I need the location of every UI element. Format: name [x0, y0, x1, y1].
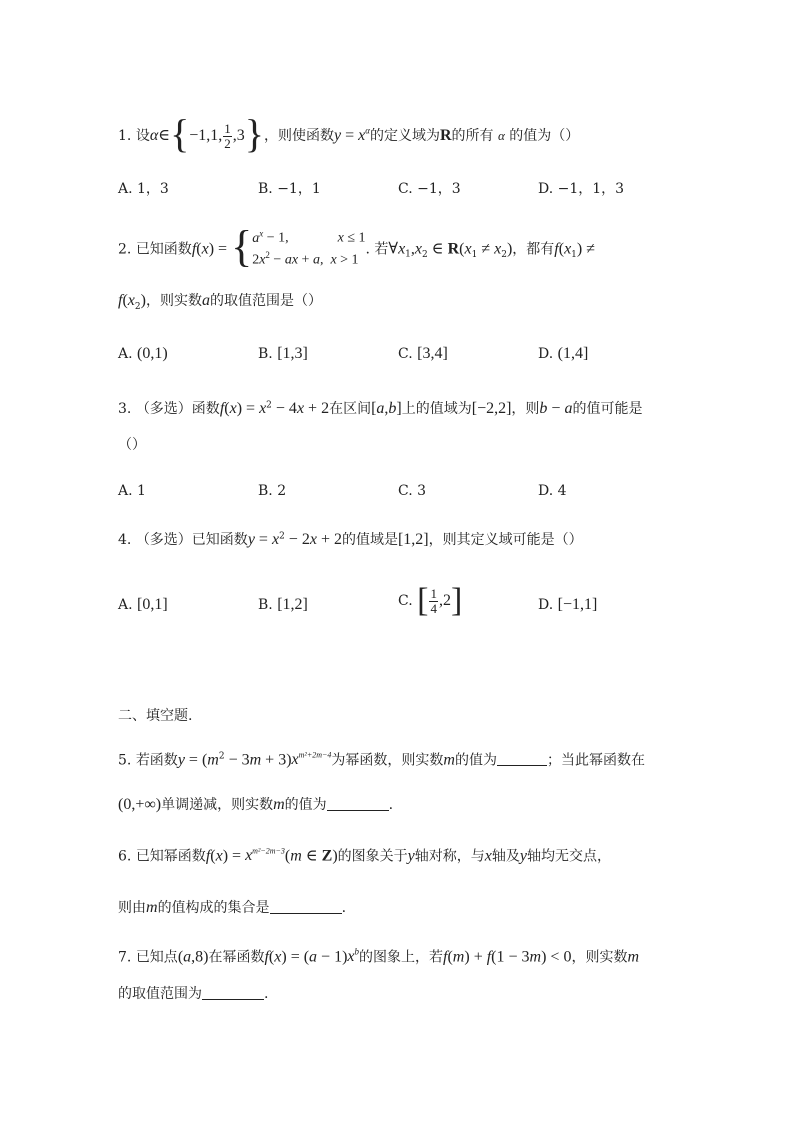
q4-option-b: B. [1,2]: [258, 596, 308, 613]
question-3: 3. （多选）函数$f(x) = x^2 - 4x + 2$在区间[a,b]上的值域为[−2,2]，则b − a的值可能是: [118, 400, 643, 417]
q4-option-a: A. [0,1]: [118, 596, 168, 613]
q1-option-d: D. −1，1，3: [538, 181, 625, 197]
question-1: 1. 设α∈{−1,1, $\frac{1}{2}$ ,3}，则使函数$y = x^\alpha$的定义域为R的所有 α 的值为（）: [118, 111, 580, 156]
q1-option-b: B. −1，1: [258, 181, 321, 197]
q3-option-b: B. 2: [258, 483, 287, 499]
q7-blank[interactable]: [202, 999, 264, 1000]
question-5-cont: (0,+∞)单调递减，则实数m的值为 .: [118, 796, 394, 813]
question-7-cont: 的取值范围为 .: [118, 986, 269, 1002]
question-5: 5. 若函数$y = (m^2 - 3m + 3)x^{m^2+2m-4}$为幂函数，则实数m的值为 ；当此幂函数在: [118, 751, 645, 769]
question-6-cont: 则由m的值构成的集合是 .: [118, 899, 347, 916]
question-7: 7. 已知点(a,8)在幂函数$f(x) = (a - 1)x^b$的图象上，若f(m) + f(1 − 3m) < 0，则实数m: [118, 947, 640, 966]
question-3-cont: （）: [118, 437, 146, 453]
q5-blank-2[interactable]: [327, 810, 389, 811]
q2-option-c: C. [3,4]: [398, 345, 448, 362]
q2-option-b: B. [1,3]: [258, 345, 308, 362]
q5-blank-1[interactable]: [497, 765, 547, 766]
question-2-cont: $f(x_2)$，则实数a的取值范围是（）: [118, 292, 322, 312]
q3-option-a: A. 1: [118, 483, 146, 499]
piecewise-function: $a^x - 1$, x ≤ 1 $2x^2$ − ax + a, x > 1: [252, 228, 366, 268]
q1-option-a: A. 1，3: [118, 181, 169, 197]
q4-option-d: D. [−1,1]: [538, 596, 598, 613]
question-4: 4. （多选）已知函数$y = x^2 - 2x + 2$的值域是[1,2]，则其定义域可能是（）: [118, 531, 583, 548]
q4-number: 4.: [118, 532, 132, 548]
fraction-one-half: $\frac{1}{2}$: [224, 120, 231, 151]
q7-number: 7.: [118, 949, 132, 966]
q2-option-d: D. (1,4]: [538, 345, 589, 362]
q6-blank[interactable]: [270, 913, 342, 914]
section-fill-in-blank: 二、填空题.: [118, 708, 193, 724]
q2-number: 2.: [118, 241, 132, 258]
q3-number: 3.: [118, 401, 132, 417]
q1-number: 1.: [118, 128, 132, 144]
q6-number: 6.: [118, 848, 132, 865]
q5-number: 5.: [118, 752, 132, 769]
q3-option-d: D. 4: [538, 483, 567, 499]
question-2: 2. 已知函数$f(x) = \{a^x - 1$, x ≤ 1 $2x^2$ − ax + a, x > 1. 若$\forall x_1,x_2$ ∈ $R(x_1 \ne x_2)$，都有$f(x_1)$ ≠: [118, 222, 596, 272]
q4-option-c: C. [ $\frac{1}{4}$ ,2]: [398, 582, 463, 619]
q1-option-c: C. −1，3: [398, 181, 461, 197]
q3-option-c: C. 3: [398, 483, 427, 499]
question-6: 6. 已知幂函数$f(x) = x^{m^2-2m-3}(m$ ∈ Z)的图象关于y轴对称，与x轴及y轴均无交点，: [118, 847, 611, 865]
q2-option-a: A. (0,1): [118, 345, 168, 362]
